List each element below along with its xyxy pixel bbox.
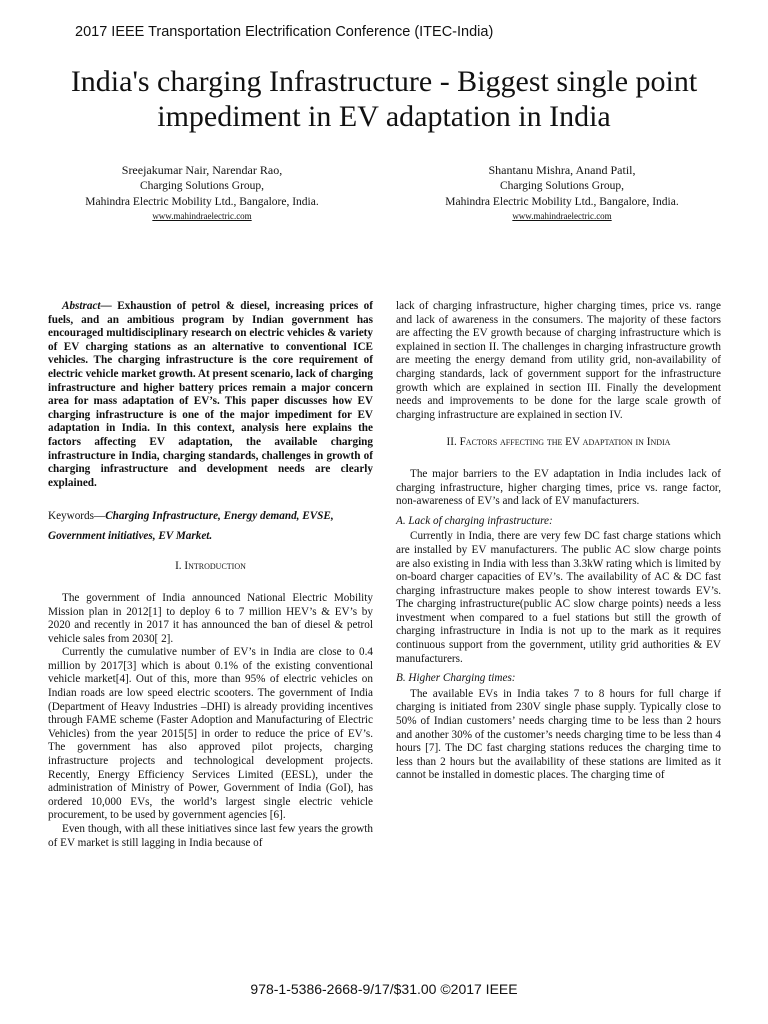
abstract-text: — Exhaustion of petrol & diesel, increasing prices of fuels, and an ambitious program by Indian government has encouraged multidisciplinary research on electric vehicles & variety of EV charging stations as an alternative to conventional ICE vehicles. The charging infrastructure is the core requirement of electric vehicle market growth. At present scenario, lack of charging infrastructure and higher battery prices remain a major concern area for mass adaptation of EV’s. This paper discusses how EV charging infrastructure is one of the major impediment for EV adaptation in India. In this context, analysis here explains the factors affecting EV adaptation, the available charging infrastructure in India, charging standards, challenges in growth of charging infrastructure and development needs are clearly explained. [48, 300, 373, 489]
author-group: Charging Solutions Group, [139, 180, 265, 192]
paper-title: India's charging Infrastructure - Biggest single point impediment in EV adaptation in India [70, 65, 698, 133]
left-column [48, 300, 373, 850]
author-names: Shantanu Mishra, Anand Patil, [488, 163, 636, 177]
section-heading-introduction: I. Introduction [175, 560, 246, 573]
intro-paragraph: Even though, with all these initiatives since last few years the growth of EV market is still lagging in India because of [48, 823, 373, 849]
subsection-heading-charging-times: B. Higher Charging times: [396, 672, 516, 685]
copyright-footer: 978-1-5386-2668-9/17/$31.00 ©2017 IEEE [250, 981, 518, 997]
author-group: Charging Solutions Group, [499, 180, 625, 192]
subsection-heading-lack-of-infrastructure: A. Lack of charging infrastructure: [396, 514, 553, 527]
author-url-link[interactable]: www.mahindraelectric.com [512, 211, 612, 221]
subsection-paragraph: The available EVs in India takes 7 to 8 hours for full charge if charging is initiated from 230V single phase supply. Typically close to 50% of Indian customers’ needs charging time to be less than 2 hours and another 30% of the customer’s needs charging time to be less than 4 hours [7]. The DC fast charging stations reduces the charging time to less than 2 hours but the availability of these stations are limited as it cannot be installed in domestic places. The charging time of [396, 687, 721, 782]
author-organization: Mahindra Electric Mobility Ltd., Bangalore, India. [85, 196, 319, 208]
abstract-label: Abstract [62, 300, 101, 312]
keywords [48, 506, 373, 546]
intro-continuation: lack of charging infrastructure, higher charging times, price vs. range and lack of awareness in the consumers. The majority of these factors are affecting the EV growth because of charging infrastructure which is explained in section II. The challenges in charging infrastructure growth are meeting the energy demand from utility grid, non-availability of charging standards, lack of government support for the infrastructure growth which are explained in section III. Finally the development needs and improvements to be done for the large scale growth of charging infrastructure are explained in section IV. [396, 300, 721, 421]
author-names: Sreejakumar Nair, Narendar Rao, [121, 163, 283, 177]
factors-intro-paragraph: The major barriers to the EV adaptation in India includes lack of charging infrastructure, higher charging times, price vs. range factor, non-awareness of EV’s and lack of EV manufacturers. [396, 467, 721, 508]
author-block-1 [37, 162, 367, 223]
conference-header: 2017 IEEE Transportation Electrification Conference (ITEC-India) [75, 24, 494, 40]
author-organization: Mahindra Electric Mobility Ltd., Bangalore, India. [445, 196, 679, 208]
keywords-label: Keywords— [48, 510, 106, 523]
section-heading-factors: II. Factors affecting the EV adaptation in India [446, 436, 671, 449]
right-column [396, 300, 721, 783]
intro-paragraph: The government of India announced National Electric Mobility Mission plan in 2012[1] to deploy 6 to 7 million HEV’s & EV’s by 2020 and recently in 2017 it has announced the ban of diesel & petrol vehicle sales from 2030[ 2]. [48, 591, 373, 645]
keywords-terms: Charging Infrastructure, Energy demand, EVSE, Government initiatives, EV Market. [48, 510, 334, 543]
author-url-link[interactable]: www.mahindraelectric.com [152, 211, 252, 221]
author-block-2 [397, 162, 727, 223]
intro-paragraph: Currently the cumulative number of EV’s in India are close to 0.4 million by 2017[3] which is about 0.1% of the existing conventional vehicle market[4]. Out of this, more than 95% of electric vehicles on Indian roads are low speed electric scooters. The government of India (Department of Heavy Industries –DHI) is already providing incentives through FAME scheme (Faster Adoption and Manufacturing of Electric Vehicles) from the year 2015[5] in order to reduce the price of EV’s. The government has also approved pilot projects, charging infrastructure projects and technological development projects. Recently, Energy Efficiency Services Limited (EESL), under the administration of Ministry of Power, Government of India (GoI), has ordered 10,000 EVs, the world’s largest single electric vehicle procurement, to be used by government agencies [6]. [48, 646, 373, 822]
subsection-paragraph: Currently in India, there are very few DC fast charge stations which are installed by EV manufacturers. The public AC slow charge points are also existing in India with less than 3.3kW rating which is limited by on-board charger capacities of EV’s. The availability of AC & DC fast charging infrastructure makes people to show interest towards EV’s. The charging infrastructure(public AC slow charge points) needs a less investment when compared to a fuel stations but still the growth of charging infrastructure in India is not up to the mark as it requires continuous support from the government, utility grid authorities & EV manufacturers. [396, 530, 721, 665]
abstract [48, 300, 373, 490]
